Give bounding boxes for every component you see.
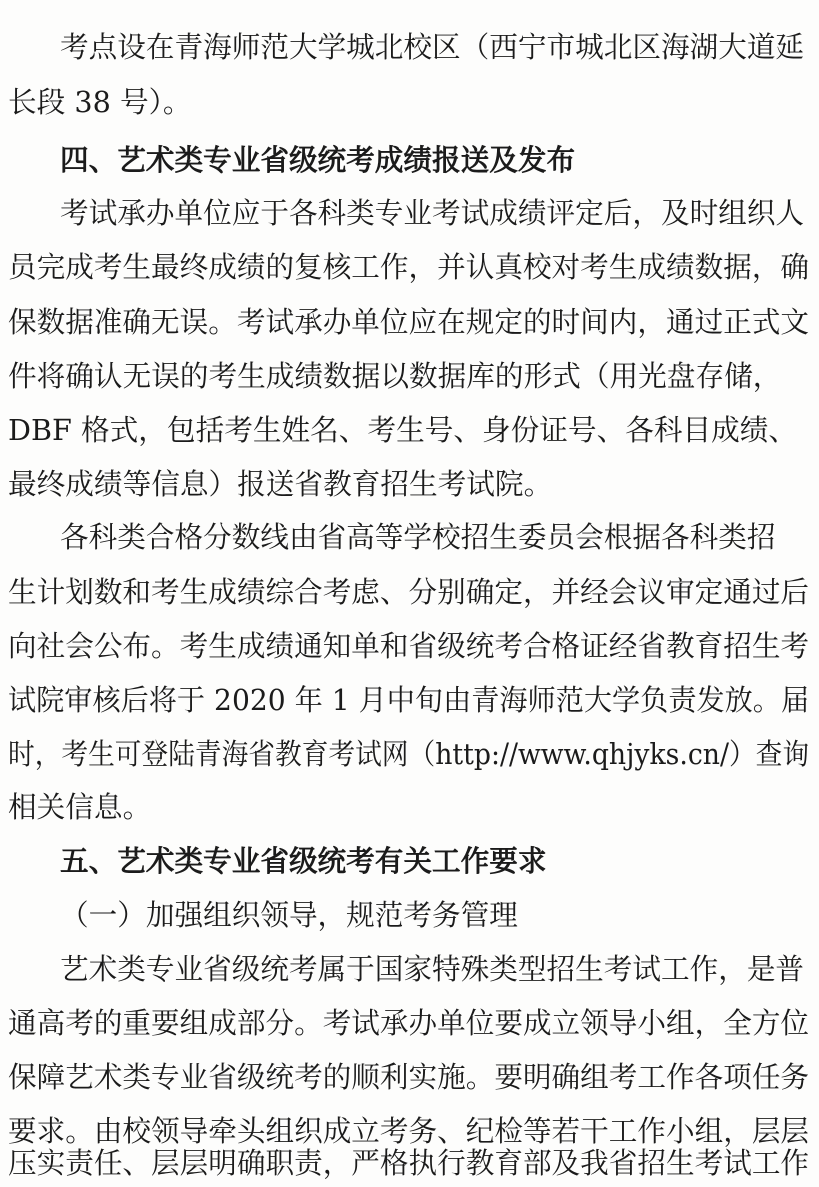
text-line	[0, 459, 819, 509]
text-line	[0, 567, 819, 617]
text-line-content: 时，考生可登陆青海省教育考试网（http://www.qhjyks.cn/）查询	[8, 737, 810, 771]
text-line	[0, 621, 819, 671]
text-line-content: 生计划数和考生成绩综合考虑、分别确定，并经会议审定通过后	[8, 575, 810, 609]
text-line	[0, 242, 819, 292]
text-line-content: 考点设在青海师范大学城北校区（西宁市城北区海湖大道延	[60, 30, 805, 64]
text-line	[0, 998, 819, 1048]
text-line-content: 最终成绩等信息）报送省教育招生考试院。	[8, 467, 553, 501]
text-line	[0, 297, 819, 347]
subsection-heading	[0, 890, 819, 940]
section-heading-five	[0, 836, 819, 886]
text-line	[0, 1138, 819, 1187]
text-line	[0, 944, 819, 994]
text-line-content: 保数据准确无误。考试承办单位应在规定的时间内，通过正式文	[8, 305, 810, 339]
text-line-content: 压实责任、层层明确职责，严格执行教育部及我省招生考试工作	[8, 1146, 810, 1180]
text-line	[0, 405, 819, 455]
text-line	[0, 351, 819, 401]
section-heading-four	[0, 135, 819, 185]
text-line-content: 通高考的重要组成部分。考试承办单位要成立领导小组，全方位	[8, 1006, 810, 1040]
text-line-content: 考试承办单位应于各科类专业考试成绩评定后，及时组织人	[60, 196, 805, 230]
text-line	[0, 188, 819, 238]
text-line-content: 件将确认无误的考生成绩数据以数据库的形式（用光盘存储，	[8, 359, 782, 393]
subsection-heading-text: （一）加强组织领导，规范考务管理	[60, 898, 518, 932]
text-line-content: 向社会公布。考生成绩通知单和省级统考合格证经省教育招生考	[8, 629, 810, 663]
text-line	[0, 77, 819, 127]
text-line-content: 艺术类专业省级统考属于国家特殊类型招生考试工作，是普	[60, 952, 805, 986]
text-line	[0, 675, 819, 725]
text-line	[0, 782, 819, 832]
text-line-content: 各科类合格分数线由省高等学校招生委员会根据各科类招	[60, 520, 776, 554]
text-line	[0, 512, 819, 562]
text-line-content: 试院审核后将于 2020 年 1 月中旬由青海师范大学负责发放。届	[8, 683, 810, 717]
text-line-content: 相关信息。	[8, 790, 152, 824]
text-line	[0, 729, 819, 779]
text-line	[0, 1052, 819, 1102]
text-line-content: 长段 38 号）。	[8, 85, 192, 119]
text-line-content: 保障艺术类专业省级统考的顺利实施。要明确组考工作各项任务	[8, 1060, 810, 1094]
section-heading-text: 五、艺术类专业省级统考有关工作要求	[60, 844, 547, 878]
text-line-content: 要求。由校领导牵头组织成立考务、纪检等若干工作小组，层层	[8, 1114, 810, 1148]
text-line-content: 员完成考生最终成绩的复核工作，并认真校对考生成绩数据，确	[8, 250, 810, 284]
text-line-content: DBF 格式，包括考生姓名、考生号、身份证号、各科目成绩、	[8, 413, 798, 447]
text-line	[0, 22, 819, 72]
section-heading-text: 四、艺术类专业省级统考成绩报送及发布	[60, 143, 576, 177]
